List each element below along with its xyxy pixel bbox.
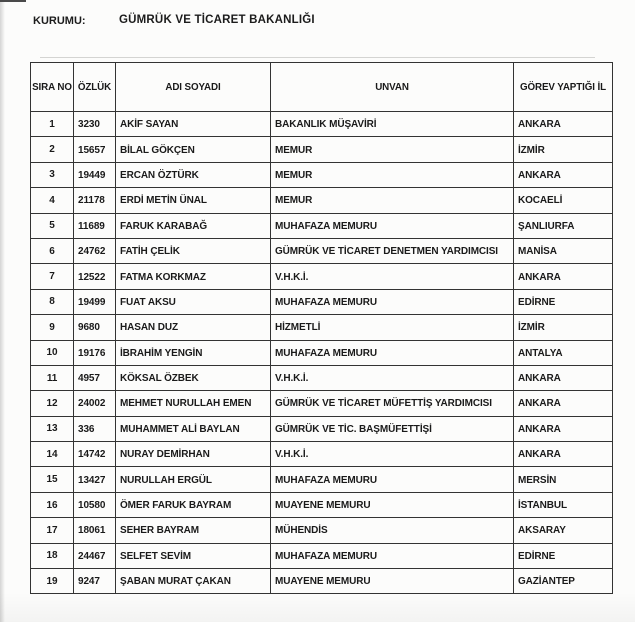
cell-sira-no: 3 bbox=[31, 162, 74, 187]
cell-gorev-il: ANKARA bbox=[514, 442, 613, 467]
cell-gorev-il: İZMİR bbox=[514, 137, 613, 162]
cell-gorev-il: GAZİANTEP bbox=[514, 569, 613, 594]
cell-unvan: MUHAFAZA MEMURU bbox=[271, 467, 514, 492]
cell-sira-no: 7 bbox=[31, 264, 74, 289]
table-header-row bbox=[31, 63, 613, 112]
cell-gorev-il: İZMİR bbox=[514, 315, 613, 340]
cell-unvan: GÜMRÜK VE TİCARET MÜFETTİŞ YARDIMCISI bbox=[271, 391, 514, 416]
cell-unvan: V.H.K.İ. bbox=[271, 442, 514, 467]
table-row bbox=[31, 289, 613, 314]
cell-gorev-il: ANKARA bbox=[514, 391, 613, 416]
cell-sira-no: 2 bbox=[31, 137, 74, 162]
cell-ozluk: 24762 bbox=[74, 238, 116, 263]
table-row bbox=[31, 112, 613, 137]
cell-unvan: MUAYENE MEMURU bbox=[271, 492, 514, 517]
scan-bottom-noise bbox=[0, 592, 635, 622]
cell-adi-soyadi: FATİH ÇELİK bbox=[116, 238, 271, 263]
cell-adi-soyadi: NURAY DEMİRHAN bbox=[116, 442, 271, 467]
cell-gorev-il: MERSİN bbox=[514, 467, 613, 492]
cell-ozluk: 11689 bbox=[74, 213, 116, 238]
cell-sira-no: 19 bbox=[31, 569, 74, 594]
table-row bbox=[31, 137, 613, 162]
table-row bbox=[31, 543, 613, 568]
kurumu-value: GÜMRÜK VE TİCARET BAKANLIĞI bbox=[119, 14, 315, 26]
cell-adi-soyadi: FARUK KARABAĞ bbox=[116, 213, 271, 238]
cell-unvan: GÜMRÜK VE TİC. BAŞMÜFETTİŞİ bbox=[271, 416, 514, 441]
cell-adi-soyadi: HASAN DUZ bbox=[116, 315, 271, 340]
cell-sira-no: 9 bbox=[31, 315, 74, 340]
cell-ozluk: 9247 bbox=[74, 569, 116, 594]
cell-sira-no: 10 bbox=[31, 340, 74, 365]
cell-adi-soyadi: FUAT AKSU bbox=[116, 289, 271, 314]
cell-sira-no: 15 bbox=[31, 467, 74, 492]
cell-adi-soyadi: İBRAHİM YENGİN bbox=[116, 340, 271, 365]
table-row bbox=[31, 442, 613, 467]
cell-sira-no: 17 bbox=[31, 518, 74, 543]
table-row bbox=[31, 391, 613, 416]
cell-adi-soyadi: ŞABAN MURAT ÇAKAN bbox=[116, 569, 271, 594]
cell-sira-no: 18 bbox=[31, 543, 74, 568]
cell-gorev-il: ANKARA bbox=[514, 365, 613, 390]
kurumu-label: KURUMU: bbox=[33, 15, 86, 27]
cell-ozluk: 4957 bbox=[74, 365, 116, 390]
col-header-unvan: UNVAN bbox=[271, 63, 514, 112]
cell-unvan: MEMUR bbox=[271, 188, 514, 213]
cell-adi-soyadi: SEHER BAYRAM bbox=[116, 518, 271, 543]
cell-gorev-il: EDİRNE bbox=[514, 289, 613, 314]
cell-unvan: MEMUR bbox=[271, 162, 514, 187]
cell-ozluk: 14742 bbox=[74, 442, 116, 467]
cell-ozluk: 19449 bbox=[74, 162, 116, 187]
col-header-gorev-il: GÖREV YAPTIĞI İL bbox=[514, 63, 613, 112]
cell-ozluk: 13427 bbox=[74, 467, 116, 492]
cell-unvan: HİZMETLİ bbox=[271, 315, 514, 340]
cell-unvan: MUHAFAZA MEMURU bbox=[271, 213, 514, 238]
cell-unvan: V.H.K.İ. bbox=[271, 264, 514, 289]
cell-gorev-il: ŞANLIURFA bbox=[514, 213, 613, 238]
table-row bbox=[31, 416, 613, 441]
scan-left-edge-shadow bbox=[0, 0, 5, 622]
table-row bbox=[31, 188, 613, 213]
cell-gorev-il: ANKARA bbox=[514, 112, 613, 137]
cell-unvan: BAKANLIK MÜŞAVİRİ bbox=[271, 112, 514, 137]
cell-adi-soyadi: MEHMET NURULLAH EMEN bbox=[116, 391, 271, 416]
cell-sira-no: 12 bbox=[31, 391, 74, 416]
cell-sira-no: 11 bbox=[31, 365, 74, 390]
cell-unvan: MUHAFAZA MEMURU bbox=[271, 543, 514, 568]
cell-ozluk: 10580 bbox=[74, 492, 116, 517]
cell-ozluk: 18061 bbox=[74, 518, 116, 543]
cell-gorev-il: ANKARA bbox=[514, 264, 613, 289]
cell-ozluk: 12522 bbox=[74, 264, 116, 289]
cell-ozluk: 3230 bbox=[74, 112, 116, 137]
cell-ozluk: 19499 bbox=[74, 289, 116, 314]
cell-ozluk: 21178 bbox=[74, 188, 116, 213]
cell-gorev-il: ANKARA bbox=[514, 162, 613, 187]
table-row bbox=[31, 492, 613, 517]
cell-gorev-il: İSTANBUL bbox=[514, 492, 613, 517]
cell-ozluk: 24467 bbox=[74, 543, 116, 568]
cell-sira-no: 5 bbox=[31, 213, 74, 238]
cell-unvan: MUHAFAZA MEMURU bbox=[271, 340, 514, 365]
table-row bbox=[31, 365, 613, 390]
cell-sira-no: 4 bbox=[31, 188, 74, 213]
cell-unvan: MEMUR bbox=[271, 137, 514, 162]
table-row bbox=[31, 213, 613, 238]
scan-faint-line bbox=[40, 57, 595, 58]
personnel-table bbox=[30, 62, 613, 594]
cell-unvan: MUHAFAZA MEMURU bbox=[271, 289, 514, 314]
table-row bbox=[31, 569, 613, 594]
cell-gorev-il: MANİSA bbox=[514, 238, 613, 263]
table-row bbox=[31, 340, 613, 365]
cell-adi-soyadi: NURULLAH ERGÜL bbox=[116, 467, 271, 492]
col-header-adi-soyadi: ADI SOYADI bbox=[116, 63, 271, 112]
table-row bbox=[31, 518, 613, 543]
cell-ozluk: 15657 bbox=[74, 137, 116, 162]
cell-ozluk: 9680 bbox=[74, 315, 116, 340]
cell-sira-no: 16 bbox=[31, 492, 74, 517]
cell-sira-no: 6 bbox=[31, 238, 74, 263]
cell-ozluk: 336 bbox=[74, 416, 116, 441]
table-row bbox=[31, 264, 613, 289]
cell-adi-soyadi: ÖMER FARUK BAYRAM bbox=[116, 492, 271, 517]
cell-gorev-il: ANTALYA bbox=[514, 340, 613, 365]
cell-adi-soyadi: FATMA KORKMAZ bbox=[116, 264, 271, 289]
cell-sira-no: 13 bbox=[31, 416, 74, 441]
cell-sira-no: 8 bbox=[31, 289, 74, 314]
scan-corner-artifact bbox=[0, 0, 26, 2]
col-header-sira-no: SIRA NO bbox=[31, 63, 74, 112]
cell-gorev-il: AKSARAY bbox=[514, 518, 613, 543]
cell-sira-no: 1 bbox=[31, 112, 74, 137]
cell-adi-soyadi: MUHAMMET ALİ BAYLAN bbox=[116, 416, 271, 441]
cell-adi-soyadi: SELFET SEVİM bbox=[116, 543, 271, 568]
table-row bbox=[31, 315, 613, 340]
cell-gorev-il: ANKARA bbox=[514, 416, 613, 441]
cell-ozluk: 19176 bbox=[74, 340, 116, 365]
cell-ozluk: 24002 bbox=[74, 391, 116, 416]
col-header-ozluk: ÖZLÜK bbox=[74, 63, 116, 112]
table-row bbox=[31, 238, 613, 263]
cell-adi-soyadi: ERCAN ÖZTÜRK bbox=[116, 162, 271, 187]
cell-adi-soyadi: BİLAL GÖKÇEN bbox=[116, 137, 271, 162]
cell-sira-no: 14 bbox=[31, 442, 74, 467]
cell-gorev-il: KOCAELİ bbox=[514, 188, 613, 213]
table-row bbox=[31, 162, 613, 187]
cell-gorev-il: EDİRNE bbox=[514, 543, 613, 568]
cell-unvan: MÜHENDİS bbox=[271, 518, 514, 543]
cell-unvan: V.H.K.İ. bbox=[271, 365, 514, 390]
cell-unvan: MUAYENE MEMURU bbox=[271, 569, 514, 594]
cell-unvan: GÜMRÜK VE TİCARET DENETMEN YARDIMCISI bbox=[271, 238, 514, 263]
table-row bbox=[31, 467, 613, 492]
cell-adi-soyadi: KÖKSAL ÖZBEK bbox=[116, 365, 271, 390]
cell-adi-soyadi: AKİF SAYAN bbox=[116, 112, 271, 137]
cell-adi-soyadi: ERDİ METİN ÜNAL bbox=[116, 188, 271, 213]
